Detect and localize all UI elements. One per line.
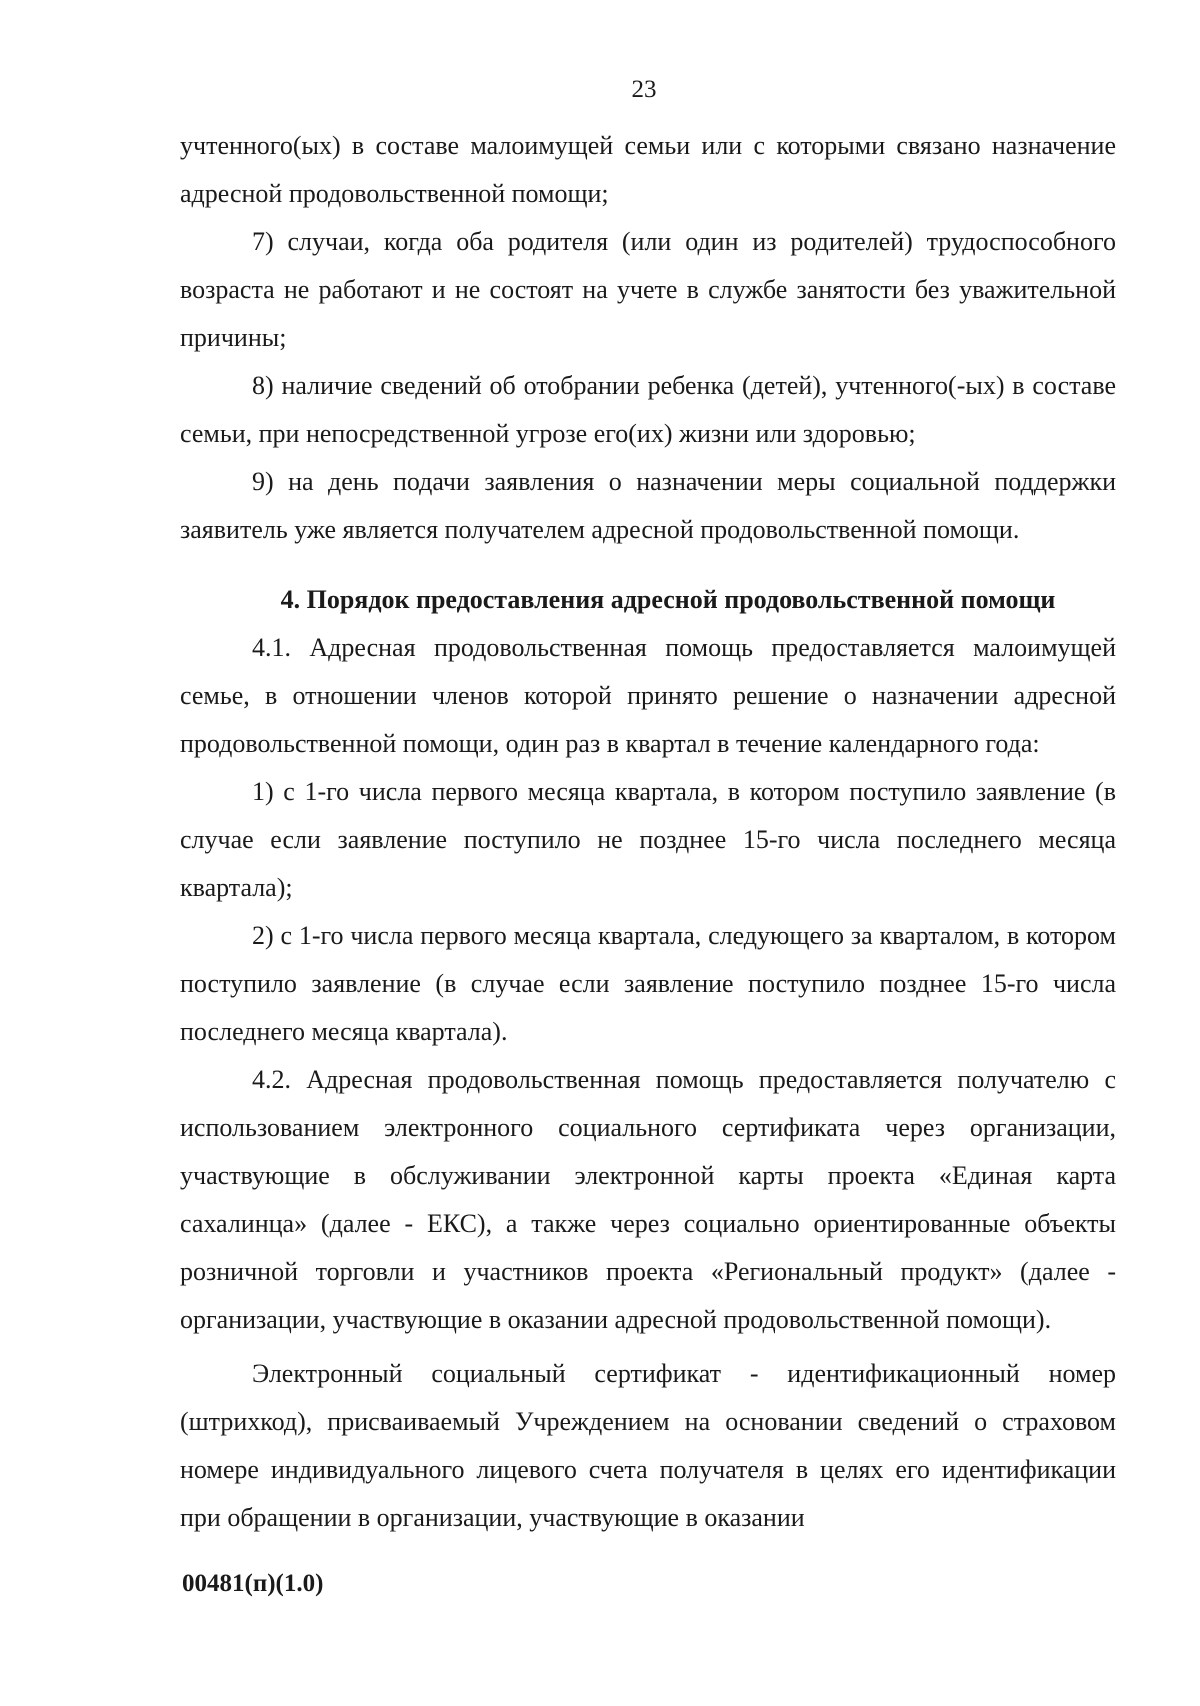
list-item-7: 7) случаи, когда оба родителя (или один из родителей) трудоспособного возраста не работают и не состоят на учете в службе занятости без уважительной причины; [180,227,1116,352]
clause-4-1: 4.1. Адресная продовольственная помощь предоставляется малоимущей семье, в отношении членов которой принято решение о назначении адресной продовольственной помощи, один раз в квартал в течение календарного года: [180,633,1116,758]
list-item-8: 8) наличие сведений об отобрании ребенка (детей), учтенного(-ых) в составе семьи, при непосредственной угрозе его(их) жизни или здоровью; [180,371,1116,448]
document-body [180,122,1116,1542]
subclause-2: 2) с 1-го числа первого месяца квартала, следующего за кварталом, в котором поступило заявление (в случае если заявление поступило позднее 15-го числа последнего месяца квартала). [180,921,1116,1046]
section-heading: 4. Порядок предоставления адресной продовольственной помощи [280,585,1056,614]
document-code: 00481(п)(1.0) [182,1570,324,1597]
list-item-9: 9) на день подачи заявления о назначении меры социальной поддержки заявитель уже является получателем адресной продовольственной помощи. [180,467,1116,544]
subclause-1: 1) с 1-го числа первого месяца квартала, в котором поступило заявление (в случае если заявление поступило не позднее 15-го числа последнего месяца квартала); [180,777,1116,902]
page-number: 23 [631,76,657,103]
definition-paragraph: Электронный социальный сертификат - идентификационный номер (штрихкод), присваиваемый Учреждением на основании сведений о страховом номере индивидуального лицевого счета получателя в целях его идентификации при обращении в организации, участвующие в оказании [180,1359,1116,1532]
paragraph-continuation: учтенного(ых) в составе малоимущей семьи или с которыми связано назначение адресной продовольственной помощи; [180,131,1116,208]
clause-4-2: 4.2. Адресная продовольственная помощь предоставляется получателю с использованием электронного социального сертификата через организации, участвующие в обслуживании электронной карты проекта «Единая карта сахалинца» (далее - ЕКС), а также через социально ориентированные объекты розничной торговли и участников проекта «Региональный продукт» (далее - организации, участвующие в оказании адресной продовольственной помощи). [180,1065,1116,1334]
